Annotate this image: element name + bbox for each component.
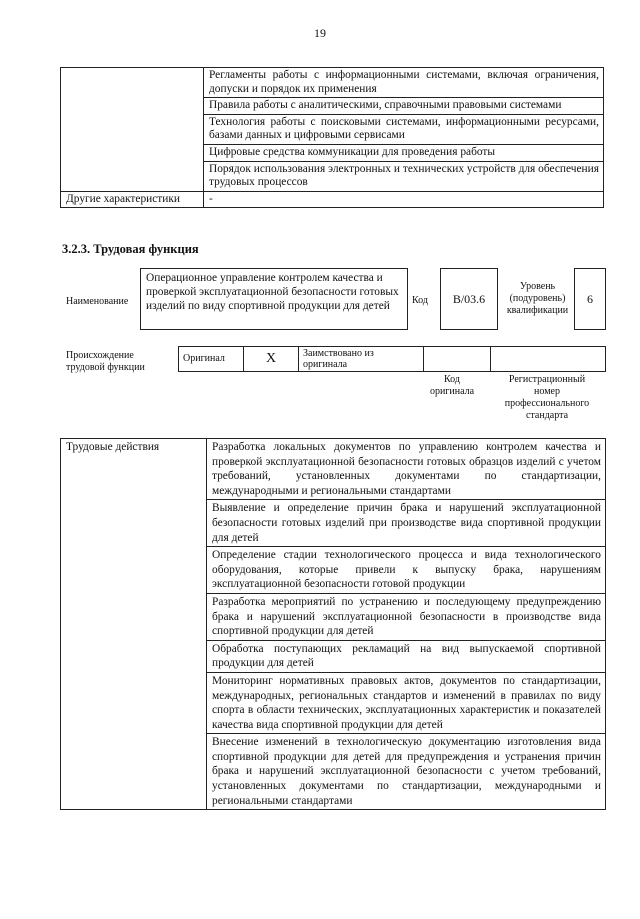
code-label: Код: [412, 295, 428, 306]
code-value: B/03.6: [452, 291, 486, 306]
table-row: [61, 68, 604, 98]
origin-code-cell: [424, 347, 491, 372]
table-row: [61, 191, 604, 208]
labor-actions-label: Трудовые действия: [61, 439, 207, 810]
table-row: [61, 439, 606, 500]
page-number: 19: [314, 26, 326, 40]
section-title: 3.2.3. Трудовая функция: [62, 242, 199, 256]
table-cell: Мониторинг нормативных правовых актов, документов по стандартизации, международных, региональных стандартов и изменений в правилах по виду спорта в области технических, эксплуатационных характеристик и показателей качества вида спортивной продукции для детей: [207, 672, 606, 733]
table-cell: Правила работы с аналитическими, справочными правовыми системами: [204, 98, 604, 115]
level-value: 6: [587, 291, 593, 306]
table-cell: Обработка поступающих рекламаций на вид выпускаемой спортивной продукции для детей: [207, 640, 606, 672]
original-cell: Оригинал: [179, 347, 244, 372]
name-label: Наименование: [66, 296, 129, 307]
code-original-caption: Код оригинала: [429, 374, 475, 397]
code-box: [440, 268, 498, 330]
table-cell: Технология работы с поисковыми системами, информационными ресурсами, базами данных и цифровыми сервисами: [204, 114, 604, 144]
table-cell: Регламенты работы с информационными системами, включая ограничения, допуски и порядок их применения: [204, 68, 604, 98]
level-box: [574, 268, 606, 330]
table-cell: Выявление и определение причин брака и нарушений эксплуатационной безопасности готовых изделий при производстве вида спортивной продукции для детей: [207, 500, 606, 547]
table-cell: Порядок использования электронных и технических устройств для обеспечения трудовых процессов: [204, 161, 604, 191]
table-cell: -: [204, 191, 604, 208]
table-cell: Разработка мероприятий по устранению и последующему предупреждению брака и нарушений эксплуатационной безопасности в производстве вида спортивной продукции для детей: [207, 593, 606, 640]
row-label-other: Другие характеристики: [61, 191, 204, 208]
row-label: [61, 68, 204, 192]
labor-actions-table: [60, 438, 606, 810]
borrowed-cell: Заимствовано из оригинала: [299, 347, 424, 372]
knowledge-table: [60, 67, 604, 208]
level-label: Уровень (подуровень) квалификации: [506, 281, 569, 316]
origin-table: [178, 346, 606, 372]
origin-label: Происхождение трудовой функции: [66, 350, 145, 373]
reg-number-caption: Регистрационный номер профессионального стандарта: [504, 374, 590, 421]
original-mark: X: [244, 347, 299, 372]
table-row: [179, 347, 606, 372]
table-cell: Внесение изменений в технологическую документацию изготовления вида спортивной продукции для детей для предупреждения и устранения причин брака и нарушений эксплуатационной безопасности с учетом требований, установленных документами по стандартизации, международными и региональными стандартами: [207, 734, 606, 810]
origin-reg-cell: [491, 347, 606, 372]
table-cell: Цифровые средства коммуникации для проведения работы: [204, 144, 604, 161]
function-name-box: Операционное управление контролем качества и проверкой эксплуатационной безопасности готовых изделий по виду спортивной продукции для детей: [140, 268, 408, 330]
table-cell: Определение стадии технологического процесса и вида технологического оборудования, которые привели к выпуску брака, нарушениям эксплуатационной безопасности готовой продукции: [207, 547, 606, 594]
table-cell: Разработка локальных документов по управлению контролем качества и проверкой эксплуатационной безопасности готовых образцов изделий с учетом требований, установленных документами по стандартизации, международными и региональными стандартами: [207, 439, 606, 500]
